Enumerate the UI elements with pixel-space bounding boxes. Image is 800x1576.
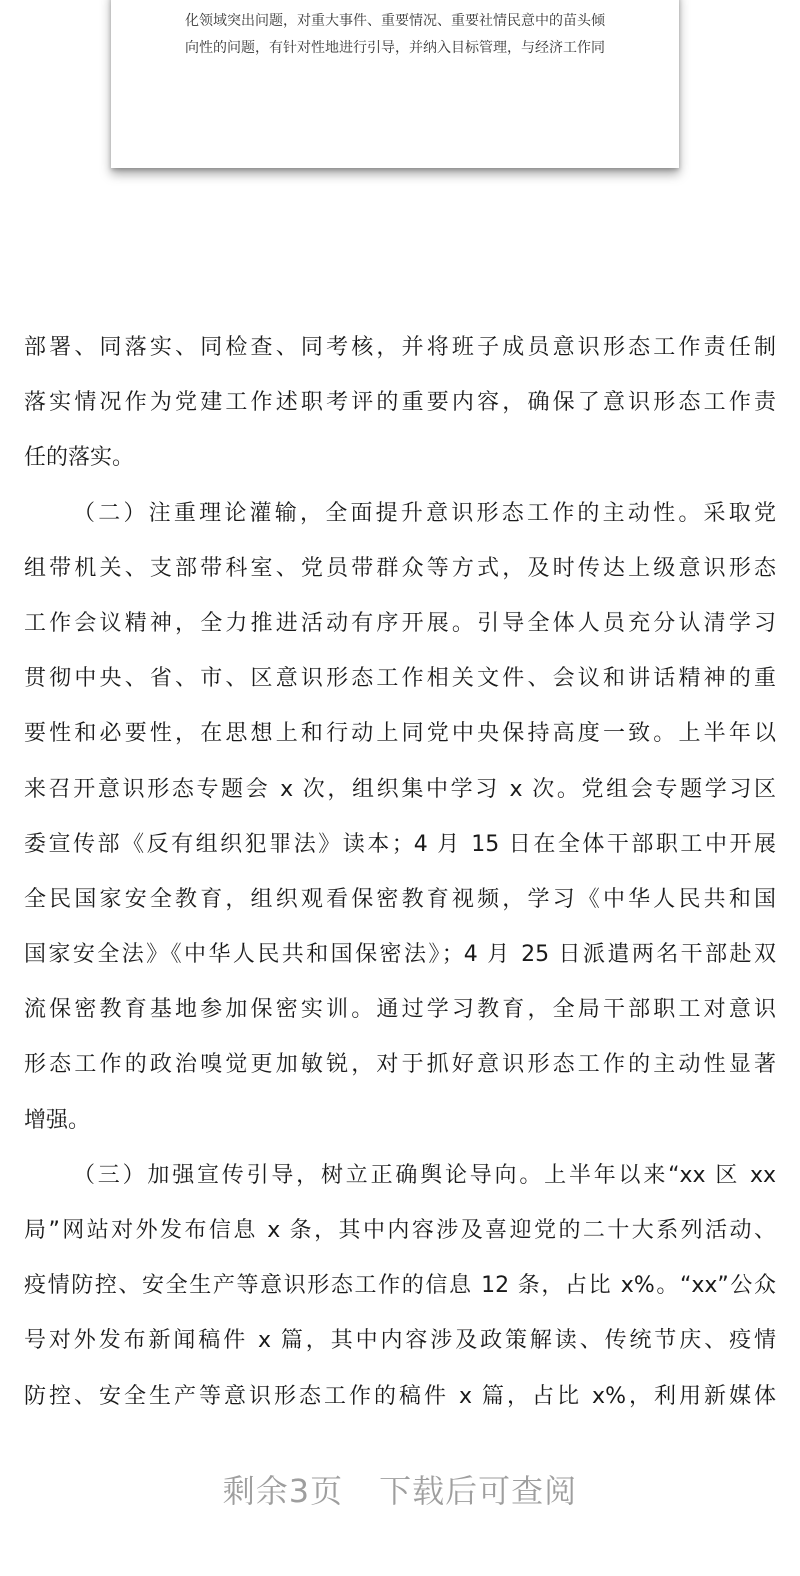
previous-page-line: 向性的问题，有针对性地进行引导，并纳入目标管理，与经济工作同 [185,40,605,56]
download-hint-text: 下载后可查阅 [379,1472,578,1510]
body-line: 国家安全法》《中华人民共和国保密法》；4 月 25 日派遣两名干部赴双 [24,942,776,968]
body-line: 组带机关、支部带科室、党员带群众等方式，及时传达上级意识形态 [24,555,776,581]
body-line: 工作会议精神，全力推进活动有序开展。引导全体人员充分认清学习 [24,610,776,636]
body-line: 部署、同落实、同检查、同考核，并将班子成员意识形态工作责任制 [24,335,776,360]
body-line: 来召开意识形态专题会 x 次，组织集中学习 x 次。党组会专题学习区 [24,776,776,802]
document-body [24,320,776,1424]
previous-page-card [111,0,679,168]
body-line: 落实情况作为党建工作述职考评的重要内容，确保了意识形态工作责 [24,390,776,416]
body-line: 全民国家安全教育，组织观看保密教育视频，学习《中华人民共和国 [24,886,776,912]
section-heading-line: （二）注重理论灌输，全面提升意识形态工作的主动性。采取党 [73,500,776,526]
previous-page-line: 化领域突出问题，对重大事件、重要情况、重要社情民意中的苗头倾 [185,13,605,29]
body-line: 号对外发布新闻稿件 x 篇，其中内容涉及政策解读、传统节庆、疫情 [24,1328,776,1354]
body-line: 任的落实。 [24,445,135,471]
section-heading-line: （三）加强宣传引导，树立正确舆论导向。上半年以来“xx 区 xx [73,1162,776,1188]
download-prompt[interactable] [0,1466,800,1512]
remaining-pages-text: 剩余3页 [222,1472,344,1510]
body-line: 增强。 [24,1107,91,1133]
body-line: 形态工作的政治嗅觉更加敏锐，对于抓好意识形态工作的主动性显著 [24,1052,776,1078]
body-line: 防控、安全生产等意识形态工作的稿件 x 篇，占比 x%，利用新媒体 [24,1383,776,1409]
body-line: 要性和必要性，在思想上和行动上同党中央保持高度一致。上半年以 [24,721,776,747]
body-line: 贯彻中央、省、市、区意识形态工作相关文件、会议和讲话精神的重 [24,666,776,692]
body-line: 流保密教育基地参加保密实训。通过学习教育，全局干部职工对意识 [24,997,776,1023]
body-line: 疫情防控、安全生产等意识形态工作的信息 12 条，占比 x%。“xx”公众 [24,1273,776,1299]
body-line: 局”网站对外发布信息 x 条，其中内容涉及喜迎党的二十大系列活动、 [24,1218,776,1243]
body-line: 委宣传部《反有组织犯罪法》读本；4 月 15 日在全体干部职工中开展 [24,831,776,857]
